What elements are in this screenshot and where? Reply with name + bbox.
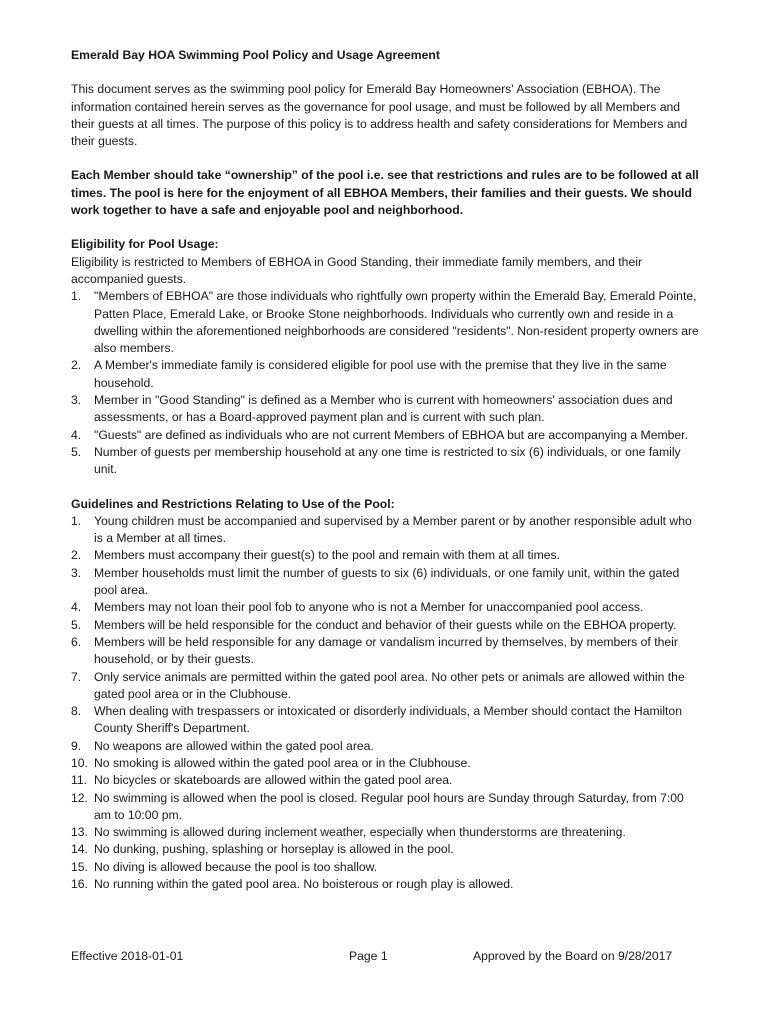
list-number: 15. xyxy=(71,859,88,874)
footer-effective-date: Effective 2018-01-01 xyxy=(71,949,184,963)
list-text: Only service animals are permitted within the gated pool area. No other pets or animals are allowed within the gated pool area or in the Clubhouse. xyxy=(94,669,685,701)
list-text: No dunking, pushing, splashing or horseplay is allowed in the pool. xyxy=(94,842,454,857)
list-text: Members will be held responsible for any damage or vandalism incurred by themselves, by members of their household, or by their guests. xyxy=(94,634,678,667)
list-number: 5. xyxy=(71,617,82,632)
list-text: No weapons are allowed within the gated pool area. xyxy=(94,738,374,753)
list-item xyxy=(71,617,701,634)
list-text: "Guests" are defined as individuals who are not current Members of EBHOA but are accompanying a Member. xyxy=(94,427,688,442)
list-number: 9. xyxy=(71,738,82,753)
list-item xyxy=(71,634,701,669)
list-text: Members must accompany their guest(s) to the pool and remain with them at all times. xyxy=(94,548,561,563)
guidelines-list xyxy=(71,513,701,894)
list-number: 5. xyxy=(71,444,82,459)
list-text: When dealing with trespassers or intoxicated or disorderly individuals, a Member should contact the Hamilton County Sheriff's Department. xyxy=(94,704,682,736)
list-item xyxy=(71,599,701,616)
list-item xyxy=(71,444,701,479)
list-item xyxy=(71,513,701,548)
list-text: Members will be held responsible for the conduct and behavior of their guests while on the EBHOA property. xyxy=(94,617,677,632)
list-item xyxy=(71,669,701,704)
list-item xyxy=(71,427,701,444)
list-item xyxy=(71,738,701,755)
list-number: 3. xyxy=(71,565,82,580)
list-number: 13. xyxy=(71,825,88,840)
list-number: 2. xyxy=(71,548,82,563)
list-number: 3. xyxy=(71,393,82,408)
list-item xyxy=(71,841,701,858)
list-item xyxy=(71,288,701,357)
list-number: 10. xyxy=(71,755,88,770)
page-footer xyxy=(71,948,701,966)
list-number: 8. xyxy=(71,704,82,719)
footer-approval: Approved by the Board on 9/28/2017 xyxy=(473,949,673,963)
list-number: 12. xyxy=(71,790,88,805)
list-number: 16. xyxy=(71,877,88,892)
list-item xyxy=(71,392,701,427)
eligibility-list xyxy=(71,288,701,478)
list-text: No swimming is allowed during inclement weather, especially when thunderstorms are threatening. xyxy=(94,825,626,840)
list-number: 1. xyxy=(71,513,82,528)
list-text: Member households must limit the number of guests to six (6) individuals, or one family unit, within the gated pool area. xyxy=(94,565,680,598)
document-title: Emerald Bay HOA Swimming Pool Policy and Usage Agreement xyxy=(71,48,440,62)
guidelines-heading: Guidelines and Restrictions Relating to Use of the Pool: xyxy=(71,496,395,511)
list-item xyxy=(71,357,701,392)
list-item xyxy=(71,547,701,564)
list-item xyxy=(71,772,701,789)
list-text: "Members of EBHOA" are those individuals who rightfully own property within the Emerald Bay, Emerald Pointe, Patten Place, Emerald Lake, or Brooke Stone neighborhoods. Individuals who currently own and reside in a dwelling within the aforementioned neighborhoods are considered "residents". Non-resident property owners are also members. xyxy=(94,289,699,356)
footer-page-number: Page 1 xyxy=(349,949,388,963)
list-text: No diving is allowed because the pool is too shallow. xyxy=(94,859,378,874)
list-number: 1. xyxy=(71,289,82,304)
ownership-paragraph: Each Member should take “ownership” of the pool i.e. see that restrictions and rules are to be followed at all times. The pool is here for the enjoyment of all EBHOA Members, their families and their guests. We should work together to have a safe and enjoyable pool and neighborhood. xyxy=(71,168,699,218)
list-text: Member in "Good Standing" is defined as a Member who is current with homeowners' association dues and assessments, or has a Board-approved payment plan and is current with such plan. xyxy=(94,393,673,425)
list-item xyxy=(71,703,701,738)
list-text: No running within the gated pool area. No boisterous or rough play is allowed. xyxy=(94,877,514,892)
list-number: 7. xyxy=(71,669,82,684)
list-item xyxy=(71,876,701,893)
list-number: 11. xyxy=(71,773,88,788)
intro-paragraph: This document serves as the swimming pool policy for Emerald Bay Homeowners' Association (EBHOA). The information contained herein serves as the governance for pool usage, and must be followed by all Members and their guests at all times. The purpose of this policy is to address health and safety considerations for Members and their guests. xyxy=(71,82,688,149)
list-number: 6. xyxy=(71,634,82,649)
eligibility-heading: Eligibility for Pool Usage: xyxy=(71,237,219,252)
list-text: A Member's immediate family is considered eligible for pool use with the premise that they live in the same household. xyxy=(94,358,667,390)
list-item xyxy=(71,859,701,876)
list-text: No smoking is allowed within the gated pool area or in the Clubhouse. xyxy=(94,755,471,770)
list-number: 14. xyxy=(71,842,88,857)
list-item xyxy=(71,565,701,600)
list-item xyxy=(71,755,701,772)
eligibility-intro: Eligibility is restricted to Members of EBHOA in Good Standing, their immediate family members, and their accompanied guests. xyxy=(71,254,643,286)
list-number: 4. xyxy=(71,427,82,442)
list-item xyxy=(71,790,701,825)
list-text: Number of guests per membership household at any one time is restricted to six (6) individuals, or one family unit. xyxy=(94,444,681,477)
list-number: 4. xyxy=(71,600,82,615)
list-text: Members may not loan their pool fob to anyone who is not a Member for unaccompanied pool access. xyxy=(94,600,644,615)
list-item xyxy=(71,824,701,841)
list-text: Young children must be accompanied and supervised by a Member parent or by another responsible adult who is a Member at all times. xyxy=(94,513,692,546)
list-number: 2. xyxy=(71,358,82,373)
document-body xyxy=(71,47,701,893)
list-text: No swimming is allowed when the pool is closed. Regular pool hours are Sunday through Saturday, from 7:00 am to 10:00 pm. xyxy=(94,790,684,822)
list-text: No bicycles or skateboards are allowed within the gated pool area. xyxy=(94,773,453,788)
